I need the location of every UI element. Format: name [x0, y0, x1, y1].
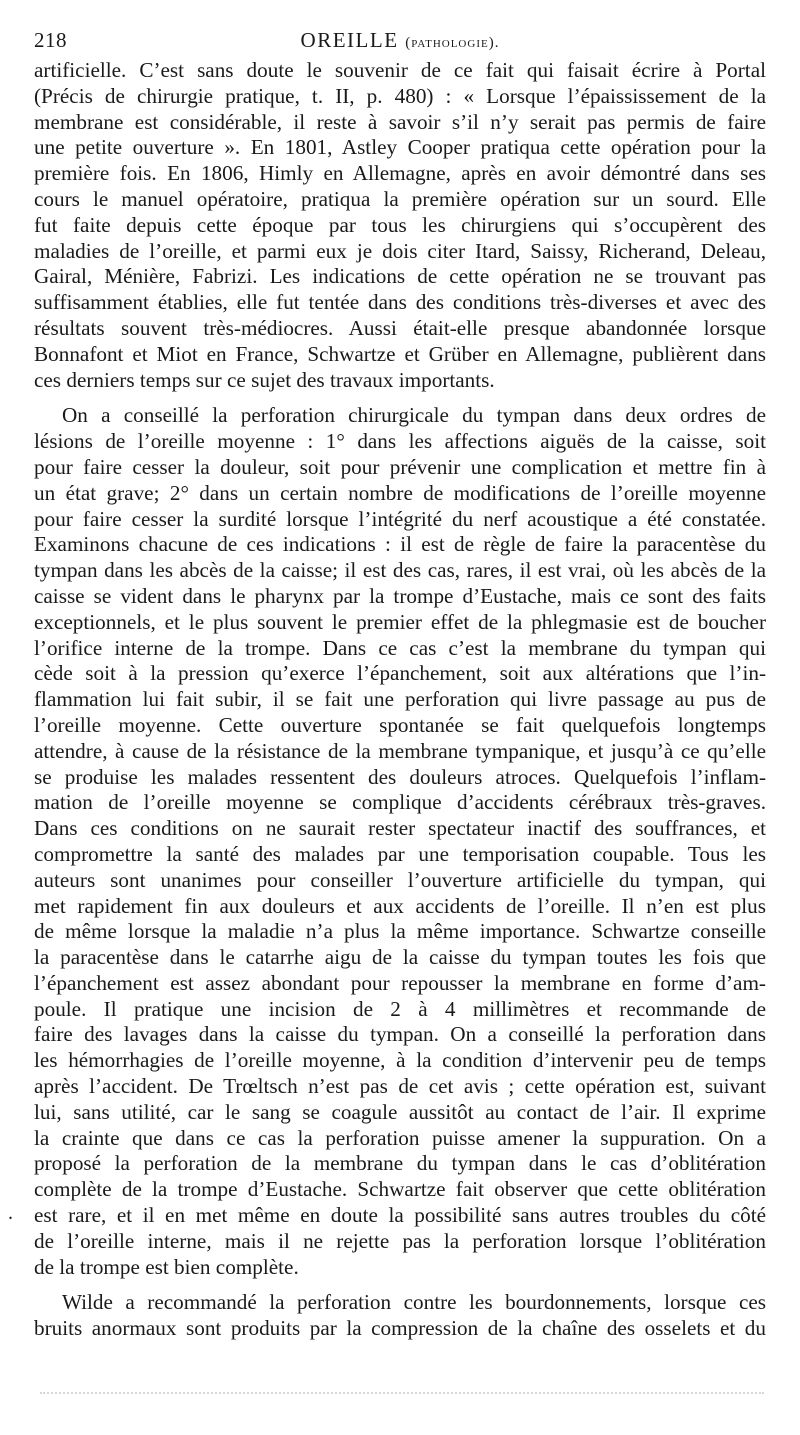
running-title: [34, 28, 766, 53]
text-line: proposé la perforation de la membrane du tympan dans le cas d’oblitération: [34, 1151, 766, 1176]
text-line: un état grave; 2° dans un certain nombre de modifications de l’oreille moyenne: [34, 480, 766, 505]
text-line: (Précis de chirurgie pratique, t. II, p. 480) : « Lorsque l’épaississement de la: [34, 83, 766, 108]
text-line: la paracentèse dans le catarrhe aigu de la caisse du tympan toutes les fois que: [34, 945, 766, 970]
text-line: de même lorsque la maladie n’a plus la même importance. Schwartze conseille: [34, 919, 766, 944]
text-line: mation de l’oreille moyenne se complique d’accidents cérébraux très-graves.: [34, 790, 766, 815]
text-line: poule. Il pratique une incision de 2 à 4 millimètres et recommande de: [34, 996, 766, 1021]
text-line: Bonnafont et Miot en France, Schwartze et Grüber en Allemagne, publièrent dans: [34, 341, 766, 366]
text-line: se produise les malades ressentent des douleurs atroces. Quelquefois l’inflam-: [34, 764, 766, 789]
stray-mark: .: [8, 1202, 13, 1224]
text-line: maladies de l’oreille, et parmi eux je dois citer Itard, Saissy, Richerand, Deleau,: [34, 238, 766, 263]
text-line: est rare, et il en met même en doute la possibilité sans autres troubles du côté: [34, 1203, 766, 1228]
text-line: complète de la trompe d’Eustache. Schwartze fait observer que cette oblitération: [34, 1177, 766, 1202]
text-line: faire des lavages dans la caisse du tympan. On a conseillé la perforation dans: [34, 1022, 766, 1047]
running-title-main: OREILLE: [300, 28, 399, 52]
body-text: [34, 58, 766, 1342]
text-line: Examinons chacune de ces indications : il est de règle de faire la paracentèse du: [34, 532, 766, 557]
paragraph: [34, 1290, 766, 1342]
text-line: de la trompe est bien complète.: [34, 1254, 299, 1279]
text-line: une petite ouverture ». En 1801, Astley Cooper pratiqua cette opération pour la: [34, 135, 766, 160]
text-line: met rapidement fin aux douleurs et aux accidents de l’oreille. Il n’en est plus: [34, 893, 766, 918]
text-line: artificielle. C’est sans doute le souvenir de ce fait qui faisait écrire à Portal: [34, 58, 766, 82]
text-line: On a conseillé la perforation chirurgicale du tympan dans deux ordres de: [62, 403, 766, 428]
text-line: auteurs sont unanimes pour conseiller l’ouverture artificielle du tympan, qui: [34, 867, 766, 892]
text-line: l’épanchement est assez abondant pour repousser la membrane en forme d’am-: [34, 970, 766, 995]
page-number: 218: [34, 28, 67, 52]
text-line: de l’oreille interne, mais il ne rejette pas la perforation lorsque l’oblitération: [34, 1228, 766, 1253]
text-line: pour faire cesser la douleur, soit pour prévenir une complication et mettre fin à: [34, 454, 766, 479]
text-line: fut faite depuis cette époque par tous les chirurgiens qui s’occupèrent des: [34, 212, 766, 237]
text-line: Gairal, Ménière, Fabrizi. Les indications de cette opération ne se trouvant pas: [34, 264, 766, 289]
text-line: la crainte que dans ce cas la perforation puisse amener la suppuration. On a: [34, 1125, 766, 1150]
text-line: l’orifice interne de la trompe. Dans ce cas c’est la membrane du tympan qui: [34, 635, 766, 660]
text-line: Wilde a recommandé la perforation contre les bourdonnements, lorsque ces: [62, 1290, 766, 1315]
text-line: membrane est considérable, il reste à savoir s’il n’y serait pas permis de faire: [34, 109, 766, 134]
text-line: cède soit à la pression qu’exerce l’épanchement, soit aux altérations que l’in-: [34, 661, 766, 686]
text-line: tympan dans les abcès de la caisse; il est des cas, rares, il est vrai, où les abcès de la: [34, 558, 766, 583]
text-line: lui, sans utilité, car le sang se coagule aussitôt au contact de l’air. Il exprime: [34, 1099, 766, 1124]
running-title-sub: (pathologie).: [405, 35, 500, 51]
paragraph: [34, 403, 766, 1280]
text-line: ces derniers temps sur ce sujet des travaux importants.: [34, 367, 495, 392]
text-line: Dans ces conditions on ne saurait rester spectateur inactif des souffrances, et: [34, 816, 766, 841]
paragraph: [34, 58, 766, 393]
text-line: suffisamment établies, elle fut tentée dans des conditions très-diverses et avec des: [34, 290, 766, 315]
text-line: lésions de l’oreille moyenne : 1° dans les affections aiguës de la caisse, soit: [34, 429, 766, 454]
running-head: [34, 28, 766, 58]
book-page: [34, 28, 766, 1342]
text-line: exceptionnels, et le plus souvent le premier effet de la phlegmasie est de boucher: [34, 609, 766, 634]
text-line: première fois. En 1806, Himly en Allemagne, après en avoir démontré dans ses: [34, 161, 766, 186]
text-line: cours le manuel opératoire, pratiqua la première opération sur un sourd. Elle: [34, 186, 766, 211]
text-line: bruits anormaux sont produits par la compression de la chaîne des osselets et du: [34, 1316, 766, 1341]
text-line: caisse se vident dans le pharynx par la trompe d’Eustache, mais ce sont des faits: [34, 583, 766, 608]
bottom-rule: [40, 1392, 764, 1394]
text-line: résultats souvent très-médiocres. Aussi était-elle presque abandonnée lorsque: [34, 315, 766, 340]
text-line: l’oreille moyenne. Cette ouverture spontanée se fait quelquefois longtemps: [34, 712, 766, 737]
text-line: pour faire cesser la surdité lorsque l’intégrité du nerf acoustique a été constatée.: [34, 506, 766, 531]
text-line: attendre, à cause de la résistance de la membrane tympanique, et jusqu’à ce qu’elle: [34, 738, 766, 763]
text-line: compromettre la santé des malades par une temporisation coupable. Tous les: [34, 841, 766, 866]
text-line: flammation lui fait subir, il se fait une perforation qui livre passage au pus de: [34, 687, 766, 712]
text-line: les hémorrhagies de l’oreille moyenne, à la condition d’intervenir peu de temps: [34, 1048, 766, 1073]
text-line: après l’accident. De Trœltsch n’est pas de cet avis ; cette opération est, suivant: [34, 1074, 766, 1099]
